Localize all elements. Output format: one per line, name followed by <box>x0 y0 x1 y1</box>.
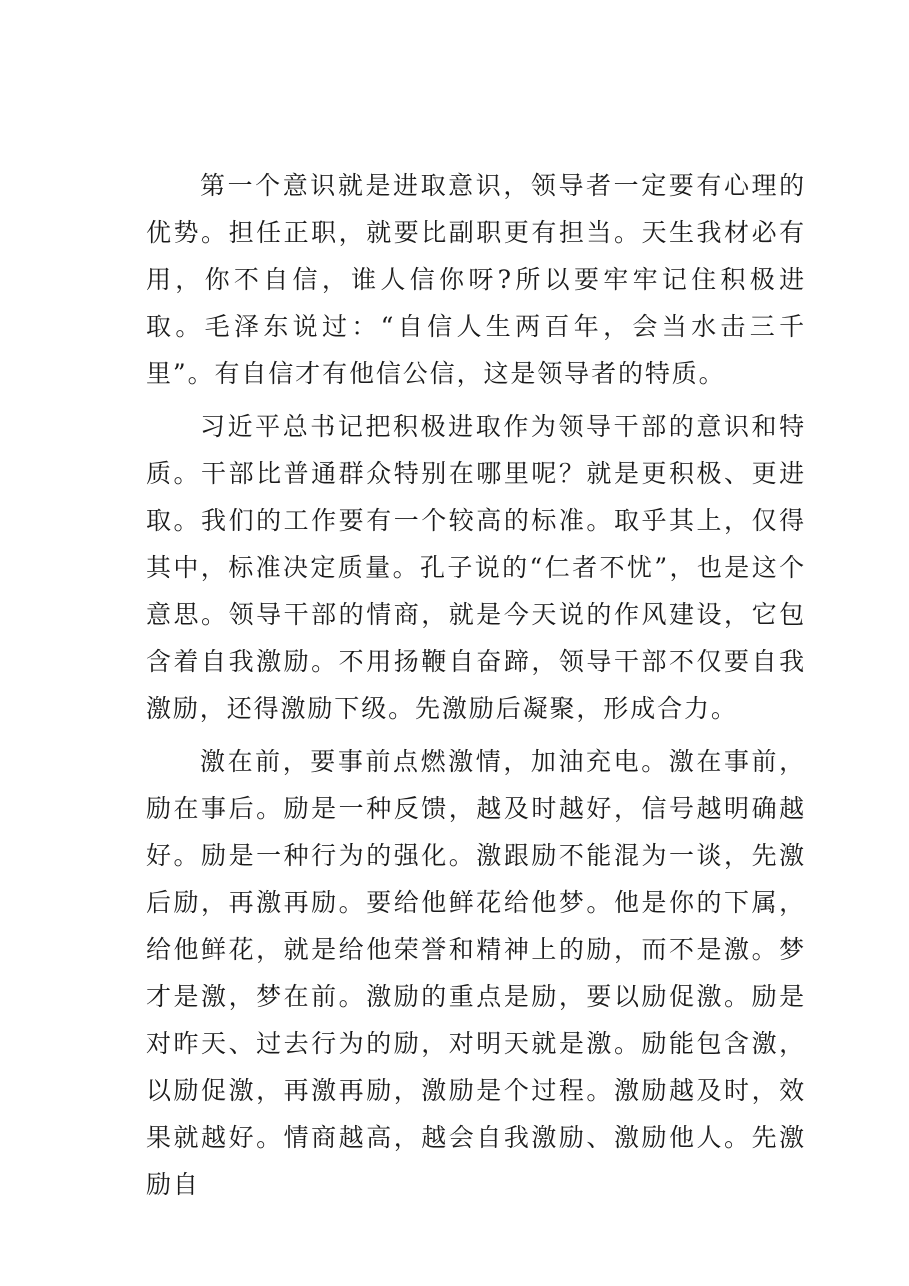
document-body <box>146 162 806 1214</box>
paragraph-1: 第一个意识就是进取意识，领导者一定要有心理的优势。担任正职，就要比副职更有担当。天生我材必有用，你不自信，谁人信你呀?所以要牢牢记住积极进取。毛泽东说过：“自信人生两百年，会当水击三千里”。有自信才有他信公信，这是领导者的特质。 <box>146 171 806 388</box>
paragraph-3: 激在前，要事前点燃激情，加油充电。激在事前，励在事后。励是一种反馈，越及时越好，信号越明确越好。励是一种行为的强化。激跟励不能混为一谈，先激后励，再激再励。要给他鲜花给他梦。他是你的下属，给他鲜花，就是给他荣誉和精神上的励，而不是激。梦才是激，梦在前。激励的重点是励，要以励促激。励是对昨天、过去行为的励，对明天就是激。励能包含激，以励促激，再激再励，激励是个过程。激励越及时，效果就越好。情商越高，越会自我激励、激励他人。先激励自 <box>146 747 806 1199</box>
paragraph-2: 习近平总书记把积极进取作为领导干部的意识和特质。干部比普通群众特别在哪里呢？就是更积极、更进取。我们的工作要有一个较高的标准。取乎其上，仅得其中，标准决定质量。孔子说的“仁者不忧”，也是这个意思。领导干部的情商，就是今天说的作风建设，它包含着自我激励。不用扬鞭自奋蹄，领导干部不仅要自我激励，还得激励下级。先激励后凝聚，形成合力。 <box>146 412 806 723</box>
